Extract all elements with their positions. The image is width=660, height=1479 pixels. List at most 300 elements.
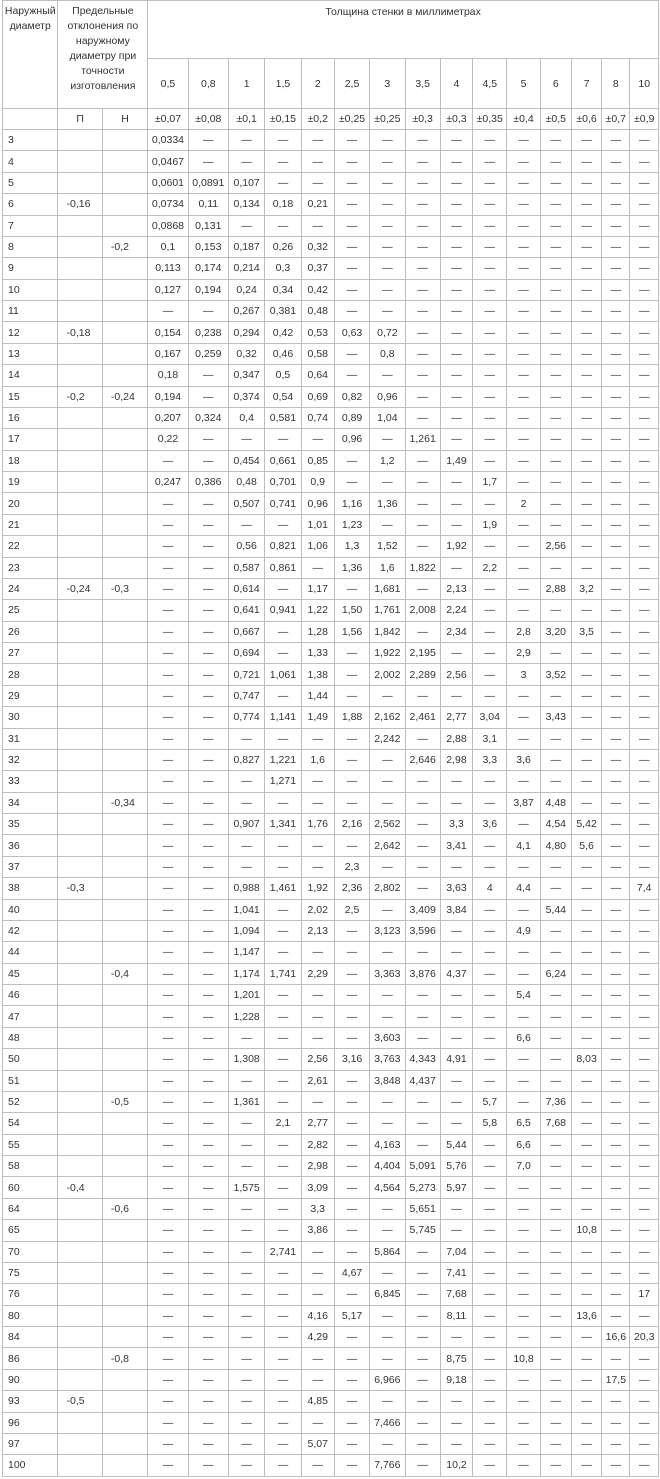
mass-value-cell: 0,324 — [188, 407, 228, 428]
mass-value-cell: — — [228, 1241, 264, 1262]
mass-value-cell: 2,646 — [405, 749, 440, 770]
mass-value-cell: — — [148, 1091, 188, 1112]
mass-value-cell: — — [473, 963, 507, 984]
mass-value-cell: — — [507, 151, 540, 172]
mass-value-cell: — — [630, 600, 659, 621]
mass-value-cell: — — [507, 1327, 540, 1348]
mass-value-cell: — — [571, 194, 601, 215]
mass-value-cell: — — [440, 942, 472, 963]
mass-value-cell: — — [571, 643, 601, 664]
table-row — [3, 664, 659, 685]
mass-value-cell: — — [571, 215, 601, 236]
mass-value-cell: — — [334, 749, 369, 770]
mass-value-cell: — — [602, 1348, 630, 1369]
deviation-n-cell — [102, 279, 147, 300]
mass-value-cell: — — [540, 1433, 571, 1454]
mass-value-cell: — — [228, 429, 264, 450]
deviation-p-cell — [58, 749, 102, 770]
mass-value-cell: 3,848 — [370, 1070, 405, 1091]
table-row — [3, 279, 659, 300]
table-row — [3, 1198, 659, 1219]
mass-value-cell: 0,238 — [188, 322, 228, 343]
mass-value-cell: — — [188, 707, 228, 728]
mass-value-cell: — — [440, 1070, 472, 1091]
mass-value-cell: — — [334, 1241, 369, 1262]
mass-value-cell: — — [188, 450, 228, 471]
mass-value-cell: — — [405, 301, 440, 322]
table-row — [3, 1091, 659, 1112]
mass-value-cell: — — [440, 643, 472, 664]
mass-value-cell: — — [405, 728, 440, 749]
mass-value-cell: — — [630, 343, 659, 364]
mass-value-cell: 0,107 — [228, 172, 264, 193]
mass-value-cell: — — [507, 343, 540, 364]
mass-value-cell: 0,259 — [188, 343, 228, 364]
mass-value-cell: — — [473, 1049, 507, 1070]
mass-value-cell: — — [602, 557, 630, 578]
mass-value-cell: — — [148, 1156, 188, 1177]
mass-value-cell: — — [148, 942, 188, 963]
mass-value-cell: — — [630, 386, 659, 407]
mass-value-cell: — — [571, 685, 601, 706]
mass-value-cell: — — [334, 1198, 369, 1219]
deviation-n-cell — [102, 1369, 147, 1390]
table-row — [3, 1284, 659, 1305]
mass-value-cell: — — [571, 942, 601, 963]
mass-value-cell: — — [405, 1006, 440, 1027]
mass-value-cell: — — [630, 1134, 659, 1155]
mass-value-cell: — — [507, 172, 540, 193]
deviation-p-cell — [58, 856, 102, 877]
mass-value-cell: — — [507, 578, 540, 599]
mass-value-cell: 2,242 — [370, 728, 405, 749]
mass-value-cell: — — [188, 963, 228, 984]
mass-value-cell: — — [602, 365, 630, 386]
deviation-n-cell — [102, 407, 147, 428]
mass-value-cell: — — [334, 343, 369, 364]
diameter-cell: 18 — [3, 450, 58, 471]
mass-value-cell: — — [473, 1348, 507, 1369]
mass-value-cell: — — [148, 578, 188, 599]
table-row — [3, 322, 659, 343]
mass-value-cell: 2,61 — [301, 1070, 334, 1091]
mass-value-cell: 0,587 — [228, 557, 264, 578]
mass-value-cell: — — [188, 1391, 228, 1412]
mass-value-cell: 2,82 — [301, 1134, 334, 1155]
table-row — [3, 215, 659, 236]
mass-value-cell: — — [440, 557, 472, 578]
mass-value-cell: — — [630, 1220, 659, 1241]
mass-value-cell: — — [630, 1348, 659, 1369]
mass-value-cell: 1,341 — [265, 814, 301, 835]
mass-value-cell: — — [265, 1220, 301, 1241]
mass-value-cell: — — [571, 514, 601, 535]
mass-value-cell: — — [405, 194, 440, 215]
mass-value-cell: 9,18 — [440, 1369, 472, 1390]
deviation-p-cell — [58, 1198, 102, 1219]
mass-value-cell: — — [334, 771, 369, 792]
mass-value-cell: 4,343 — [405, 1049, 440, 1070]
mass-value-cell: — — [507, 1049, 540, 1070]
mass-value-cell: 3,16 — [334, 1049, 369, 1070]
table-row — [3, 1220, 659, 1241]
mass-value-cell: — — [473, 386, 507, 407]
mass-value-cell: — — [301, 215, 334, 236]
mass-value-cell: — — [630, 1262, 659, 1283]
mass-value-cell: 4,9 — [507, 920, 540, 941]
mass-value-cell: — — [602, 1198, 630, 1219]
mass-value-cell: 3,20 — [540, 621, 571, 642]
mass-value-cell: 0,386 — [188, 472, 228, 493]
mass-value-cell: 4,91 — [440, 1049, 472, 1070]
mass-value-cell: 0,32 — [228, 343, 264, 364]
mass-value-cell: 0,32 — [301, 236, 334, 257]
mass-value-cell: — — [188, 1156, 228, 1177]
diameter-cell: 58 — [3, 1156, 58, 1177]
mass-value-cell: 0,0734 — [148, 194, 188, 215]
mass-value-cell: — — [370, 172, 405, 193]
mass-value-cell: — — [473, 1027, 507, 1048]
mass-value-cell: 0,96 — [370, 386, 405, 407]
deviation-p-cell — [58, 450, 102, 471]
mass-value-cell: — — [540, 1348, 571, 1369]
mass-value-cell: 0,0868 — [148, 215, 188, 236]
diameter-cell: 15 — [3, 386, 58, 407]
mass-value-cell: 1,2 — [370, 450, 405, 471]
diameter-cell: 93 — [3, 1391, 58, 1412]
mass-value-cell: 0,741 — [265, 493, 301, 514]
mass-value-cell: — — [334, 792, 369, 813]
mass-value-cell: 4,67 — [334, 1262, 369, 1283]
mass-value-cell: 16,6 — [602, 1327, 630, 1348]
mass-value-cell: 2,2 — [473, 557, 507, 578]
mass-value-cell: — — [228, 856, 264, 877]
mass-value-cell: — — [301, 792, 334, 813]
mass-value-cell: — — [188, 493, 228, 514]
deviation-p-cell — [58, 365, 102, 386]
deviation-p-cell: -0,2 — [58, 386, 102, 407]
mass-value-cell: 1,06 — [301, 536, 334, 557]
mass-value-cell: — — [334, 1070, 369, 1091]
mass-value-cell: — — [473, 1455, 507, 1476]
class-n-header: Н — [102, 109, 147, 130]
mass-value-cell: — — [630, 236, 659, 257]
mass-value-cell: 1,38 — [301, 664, 334, 685]
table-row — [3, 920, 659, 941]
mass-value-cell: — — [602, 536, 630, 557]
tolerance-header-cell: ±0,1 — [228, 109, 264, 130]
mass-value-cell: — — [370, 1391, 405, 1412]
table-row — [3, 856, 659, 877]
mass-value-cell: — — [370, 236, 405, 257]
mass-value-cell: — — [571, 386, 601, 407]
mass-value-cell: — — [540, 1262, 571, 1283]
deviation-n-cell — [102, 151, 147, 172]
mass-value-cell: — — [540, 258, 571, 279]
mass-value-cell: — — [148, 664, 188, 685]
mass-value-cell: — — [630, 728, 659, 749]
mass-value-cell: 0,63 — [334, 322, 369, 343]
mass-value-cell: 4,16 — [301, 1305, 334, 1326]
mass-value-cell: — — [473, 536, 507, 557]
mass-value-cell: — — [507, 1412, 540, 1433]
mass-value-cell: — — [148, 1305, 188, 1326]
mass-value-cell: — — [630, 1070, 659, 1091]
mass-value-cell: — — [571, 771, 601, 792]
deviation-p-cell — [58, 920, 102, 941]
mass-value-cell: — — [265, 1369, 301, 1390]
deviation-n-cell — [102, 1027, 147, 1048]
table-row — [3, 728, 659, 749]
deviation-n-cell — [102, 664, 147, 685]
mass-value-cell: — — [334, 664, 369, 685]
mass-value-cell: — — [473, 1369, 507, 1390]
diameter-cell: 84 — [3, 1327, 58, 1348]
mass-value-cell: — — [507, 301, 540, 322]
mass-value-cell: 0,48 — [301, 301, 334, 322]
mass-value-cell: — — [630, 621, 659, 642]
mass-value-cell: — — [188, 1006, 228, 1027]
diameter-cell: 11 — [3, 301, 58, 322]
mass-value-cell: — — [440, 386, 472, 407]
mass-value-cell: — — [540, 600, 571, 621]
mass-value-cell: 3,6 — [473, 814, 507, 835]
mass-value-cell: — — [370, 1220, 405, 1241]
mass-value-cell: — — [507, 1391, 540, 1412]
table-row — [3, 942, 659, 963]
mass-value-cell: — — [370, 792, 405, 813]
mass-value-cell: 1,9 — [473, 514, 507, 535]
mass-value-cell: — — [473, 1327, 507, 1348]
deviation-n-cell — [102, 1006, 147, 1027]
mass-value-cell: — — [571, 1006, 601, 1027]
mass-value-cell: 1,92 — [301, 878, 334, 899]
deviation-p-cell — [58, 1433, 102, 1454]
deviation-n-cell: -0,5 — [102, 1091, 147, 1112]
mass-value-cell: — — [507, 236, 540, 257]
mass-value-cell: 2,642 — [370, 835, 405, 856]
deviation-p-cell — [58, 343, 102, 364]
mass-value-cell: — — [405, 536, 440, 557]
mass-value-cell: — — [571, 1284, 601, 1305]
mass-value-cell: 1,56 — [334, 621, 369, 642]
mass-value-cell: — — [148, 621, 188, 642]
mass-value-cell: — — [602, 600, 630, 621]
mass-value-cell: — — [540, 749, 571, 770]
mass-value-cell: — — [188, 643, 228, 664]
mass-value-cell: — — [571, 1113, 601, 1134]
mass-value-cell: 2,289 — [405, 664, 440, 685]
mass-value-cell: 0,53 — [301, 322, 334, 343]
mass-value-cell: — — [148, 920, 188, 941]
mass-value-cell: — — [602, 1113, 630, 1134]
mass-value-cell: — — [334, 236, 369, 257]
mass-value-cell: — — [334, 365, 369, 386]
mass-value-cell: — — [265, 514, 301, 535]
mass-value-cell: — — [405, 856, 440, 877]
mass-value-cell: — — [540, 1327, 571, 1348]
table-header — [3, 1, 659, 130]
mass-value-cell: — — [405, 1348, 440, 1369]
mass-value-cell: — — [473, 279, 507, 300]
mass-value-cell: 0,24 — [228, 279, 264, 300]
mass-value-cell: 1,461 — [265, 878, 301, 899]
mass-value-cell: — — [602, 1433, 630, 1454]
mass-value-cell: — — [228, 835, 264, 856]
mass-value-cell: — — [602, 1027, 630, 1048]
table-row — [3, 707, 659, 728]
mass-value-cell: — — [602, 1006, 630, 1027]
mass-value-cell: — — [228, 1433, 264, 1454]
deviation-p-cell — [58, 407, 102, 428]
table-row — [3, 236, 659, 257]
mass-value-cell: — — [265, 1412, 301, 1433]
mass-value-cell: — — [228, 1070, 264, 1091]
mass-value-cell: — — [602, 1070, 630, 1091]
mass-value-cell: 1,33 — [301, 643, 334, 664]
mass-value-cell: — — [405, 1412, 440, 1433]
mass-value-cell: — — [473, 1177, 507, 1198]
mass-value-cell: — — [405, 172, 440, 193]
mass-value-cell: — — [148, 985, 188, 1006]
mass-value-cell: — — [148, 856, 188, 877]
thickness-header-cell: 1,5 — [265, 59, 301, 109]
mass-value-cell: — — [370, 1305, 405, 1326]
mass-value-cell: — — [228, 130, 264, 151]
diameter-cell: 64 — [3, 1198, 58, 1219]
table-row — [3, 1027, 659, 1048]
mass-value-cell: 0,1 — [148, 236, 188, 257]
mass-value-cell: — — [228, 1262, 264, 1283]
deviation-p-cell — [58, 1113, 102, 1134]
mass-value-cell: 0,194 — [188, 279, 228, 300]
mass-value-cell: — — [334, 279, 369, 300]
mass-value-cell: — — [540, 1006, 571, 1027]
mass-value-cell: — — [148, 814, 188, 835]
mass-value-cell: — — [440, 685, 472, 706]
mass-value-cell: 2,77 — [440, 707, 472, 728]
mass-value-cell: — — [228, 1455, 264, 1476]
deviation-p-cell — [58, 621, 102, 642]
mass-value-cell: — — [370, 856, 405, 877]
mass-value-cell: — — [334, 1412, 369, 1433]
mass-value-cell: 0,153 — [188, 236, 228, 257]
mass-value-cell: 3,2 — [571, 578, 601, 599]
mass-value-cell: 6,24 — [540, 963, 571, 984]
mass-value-cell: 2,02 — [301, 899, 334, 920]
mass-value-cell: 2,98 — [301, 1156, 334, 1177]
diameter-cell: 16 — [3, 407, 58, 428]
mass-value-cell: 8,75 — [440, 1348, 472, 1369]
mass-value-cell: 0,661 — [265, 450, 301, 471]
mass-value-cell: — — [507, 899, 540, 920]
diameter-cell: 86 — [3, 1348, 58, 1369]
mass-value-cell: — — [265, 1156, 301, 1177]
diameter-cell: 10 — [3, 279, 58, 300]
mass-value-cell: — — [507, 856, 540, 877]
mass-value-cell: — — [228, 771, 264, 792]
mass-value-cell: 7,466 — [370, 1412, 405, 1433]
mass-value-cell: — — [630, 194, 659, 215]
mass-value-cell: — — [507, 514, 540, 535]
mass-value-cell: 1,061 — [265, 664, 301, 685]
mass-value-cell: — — [507, 130, 540, 151]
mass-value-cell: — — [188, 792, 228, 813]
mass-value-cell: — — [148, 707, 188, 728]
mass-value-cell: — — [602, 578, 630, 599]
mass-value-cell: — — [440, 514, 472, 535]
mass-value-cell: — — [334, 1327, 369, 1348]
table-row — [3, 536, 659, 557]
mass-value-cell: — — [405, 1369, 440, 1390]
mass-value-cell: 0,0334 — [148, 130, 188, 151]
mass-value-cell: 2,8 — [507, 621, 540, 642]
mass-value-cell: — — [265, 1348, 301, 1369]
table-row — [3, 1391, 659, 1412]
mass-value-cell: — — [228, 1198, 264, 1219]
mass-value-cell: — — [630, 215, 659, 236]
mass-value-cell: — — [507, 728, 540, 749]
diameter-cell: 27 — [3, 643, 58, 664]
diameter-cell: 12 — [3, 322, 58, 343]
mass-value-cell: — — [540, 1027, 571, 1048]
tolerance-header-cell: ±0,25 — [370, 109, 405, 130]
mass-value-cell: — — [301, 835, 334, 856]
mass-value-cell: 4,37 — [440, 963, 472, 984]
mass-value-cell: — — [473, 236, 507, 257]
mass-value-cell: — — [370, 301, 405, 322]
mass-value-cell: — — [334, 1091, 369, 1112]
mass-value-cell: 0,941 — [265, 600, 301, 621]
tolerance-header-cell: ±0,15 — [265, 109, 301, 130]
mass-value-cell: — — [571, 1134, 601, 1155]
table-row — [3, 301, 659, 322]
mass-value-cell: — — [473, 1070, 507, 1091]
table-row — [3, 792, 659, 813]
mass-value-cell: — — [630, 258, 659, 279]
deviation-n-cell — [102, 1241, 147, 1262]
mass-value-cell: — — [301, 1241, 334, 1262]
mass-value-cell: — — [507, 472, 540, 493]
table-row — [3, 429, 659, 450]
mass-value-cell: 0,614 — [228, 578, 264, 599]
mass-value-cell: — — [473, 493, 507, 514]
mass-value-cell: — — [507, 407, 540, 428]
mass-value-cell: — — [630, 1305, 659, 1326]
mass-value-cell: — — [405, 792, 440, 813]
mass-value-cell: 2,3 — [334, 856, 369, 877]
deviation-n-cell — [102, 343, 147, 364]
mass-value-cell: — — [440, 1027, 472, 1048]
mass-value-cell: 0,4 — [228, 407, 264, 428]
mass-value-cell: — — [571, 707, 601, 728]
diameter-cell: 50 — [3, 1049, 58, 1070]
mass-value-cell: — — [228, 1113, 264, 1134]
mass-value-cell: — — [148, 792, 188, 813]
mass-value-cell: — — [473, 322, 507, 343]
mass-value-cell: 1,228 — [228, 1006, 264, 1027]
mass-value-cell: — — [405, 1455, 440, 1476]
mass-value-cell: — — [334, 643, 369, 664]
mass-value-cell: — — [228, 1369, 264, 1390]
diameter-cell: 65 — [3, 1220, 58, 1241]
mass-value-cell: 2,9 — [507, 643, 540, 664]
mass-value-cell: — — [630, 1455, 659, 1476]
deviation-p-cell — [58, 643, 102, 664]
mass-value-cell: 0,861 — [265, 557, 301, 578]
mass-value-cell: — — [405, 1433, 440, 1454]
deviation-p-cell — [58, 215, 102, 236]
